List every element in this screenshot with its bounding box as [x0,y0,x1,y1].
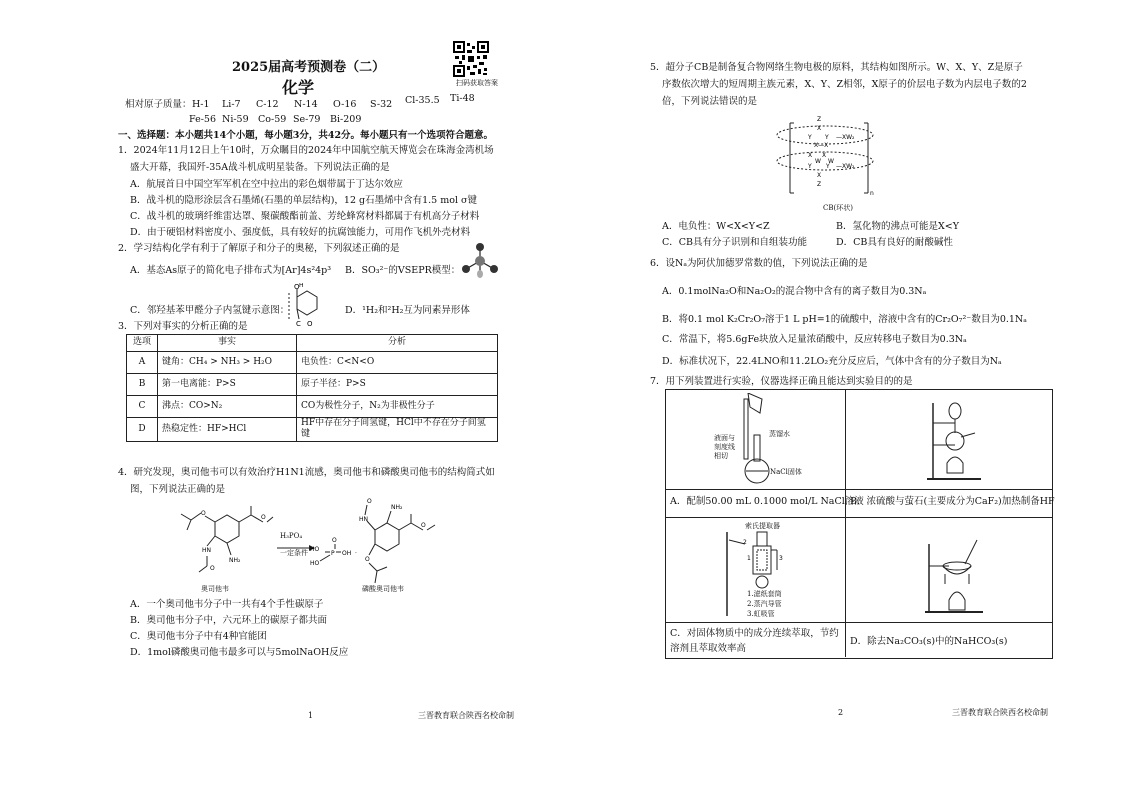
svg-text:·: · [355,550,357,557]
grid-divider [665,517,1052,518]
table-cell: A [127,352,158,374]
svg-text:2: 2 [743,539,747,546]
oseltamivir-structure [175,500,275,590]
atomic-mass: Ti-48 [450,93,475,104]
table-cell: B [127,374,158,396]
svg-text:W: W [815,158,821,165]
svg-text:O: O [307,320,313,327]
svg-text:X: X [822,152,827,159]
exam-subject: 化学 [282,78,315,97]
svg-text:—XW₂: —XW₂ [836,163,855,170]
table-cell: 沸点：CO>N₂ [158,396,297,418]
svg-text:3: 3 [779,555,783,562]
svg-text:O: O [421,522,426,529]
q1-option-b: B．战斗机的隐形涂层含石墨烯(石墨的单层结构)，12 g石墨烯中含有1.5 mol σ键 [130,195,477,206]
atomic-mass: S-32 [370,99,393,110]
label-oseltamivir: 奥司他韦 [201,585,229,593]
atomic-mass: H-1 [192,99,210,110]
svg-text:HO: HO [310,560,320,567]
q4-option-b: B．奥司他韦分子中，六元环上的碳原子都共面 [130,615,327,626]
q4-stem-line1: 4．研究发现，奥司他韦可以有效治疗H1N1流感，奥司他韦和磷酸奥司他韦的结构简式如 [118,467,495,478]
q2-option-a: A．基态As原子的简化电子排布式为[Ar]4s²4p³ [130,265,332,276]
section-header: 一、选择题：本小题共14个小题，每小题3分，共42分。每小题只有一个选项符合题意。 [118,130,494,141]
fig-c-label: 2.蒸汽导管 [747,600,782,608]
q2-option-d: D．¹H₂和²H₂互为同素异形体 [345,305,470,316]
table-row [127,352,498,374]
table-cell: 键角：CH₄ > NH₃ > H₂O [158,352,297,374]
q3-stem: 3．下列对事实的分析正确的是 [118,321,248,332]
hf-preparation-figure [925,393,985,485]
q5-option-b: B．氢化物的沸点可能是X<Y [836,221,959,232]
page-footer: 三晋教育联合陕西名校命制 [952,708,1048,717]
table-cell: HF中存在分子间氢键，HCl中不存在分子间氢键 [297,418,498,442]
svg-text:Y: Y [808,134,812,141]
table-cell: CO为极性分子，N₂为非极性分子 [297,396,498,418]
cb-structure-figure [770,113,890,205]
fig-a-label: 蒸馏水 [769,430,790,438]
atomic-mass: Cl-35.5 [405,95,440,106]
svg-text:Z: Z [817,181,822,188]
q7-stem: 7．用下列装置进行实验，仪器选择正确且能达到实验目的的是 [650,376,913,387]
svg-text:n: n [870,190,874,197]
atomic-mass: Fe-56 [189,114,216,125]
q7-option-a: A．配制50.00 mL 0.1000 mol/L NaCl溶液 [670,496,864,507]
svg-text:HN: HN [202,547,211,554]
q1-option-a: A．航展首日中国空军军机在空中拉出的彩色烟带属于丁达尔效应 [130,179,403,190]
q6-stem: 6．设Nₐ为阿伏加德罗常数的值，下列说法正确的是 [650,258,868,269]
table-row [127,418,498,442]
q5-option-c: C．CB具有分子识别和自组装功能 [662,237,808,248]
q2-option-b: B．SO₃²⁻的VSEPR模型： [345,265,461,276]
grid-divider [665,622,1052,623]
q6-option-b: B．将0.1 mol K₂Cr₂O₇溶于1 L pH=1的硫酸中，溶液中含有的Cr₂O₇²⁻数目为0.1Nₐ [662,314,1027,325]
svg-text:Y: Y [825,134,829,141]
q5-stem-line3: 倍，下列说法错误的是 [662,96,758,107]
svg-text:HN: HN [359,516,368,523]
svg-text:H: H [299,283,304,289]
q4-stem-line2: 图，下列说法正确的是 [130,484,226,495]
svg-text:OH: OH [342,550,352,557]
q6-option-d: D．标准状况下，22.4LNO和11.2LO₂充分反应后，气体中含有的分子数目为Nₐ [662,356,1002,367]
svg-text:W: W [828,158,834,165]
heating-dish-figure [925,524,985,616]
q1-stem-line1: 1．2024年11月12日上午10时，万众瞩目的2024年中国航空航天博览会在珠海金湾机场 [118,145,494,156]
svg-text:X—X: X—X [814,142,829,149]
atomic-masses-label: 相对原子质量： [125,99,192,110]
atomic-mass: Co-59 [258,114,287,125]
svg-text:O: O [367,498,372,505]
svg-text:Y: Y [826,163,830,170]
svg-text:O: O [294,283,300,291]
grid-divider [665,489,1052,490]
svg-text:HO: HO [310,546,320,553]
q7-option-c-line1: C．对固体物质中的成分连续萃取，节约 [670,628,839,639]
q2-stem: 2．学习结构化学有利于了解原子和分子的奥秘，下列叙述正确的是 [118,243,400,254]
table-header: 分析 [297,335,498,352]
vsepr-model-figure [460,243,500,279]
svg-text:1: 1 [747,555,751,562]
q4-option-c: C．奥司他韦分子中有4种官能团 [130,631,267,642]
atomic-mass: Bi-209 [330,114,362,125]
table-cell: 电负性：C<N<O [297,352,498,374]
fig-a-label: 液面与 [714,434,735,442]
fig-a-label: 相切 [714,452,728,460]
svg-text:NH₂: NH₂ [229,557,241,564]
svg-text:O: O [201,510,206,517]
table-header: 选项 [127,335,158,352]
svg-text:O: O [261,514,266,521]
qr-caption: 扫码获取答案 [456,79,498,87]
q5-option-a: A．电负性：W<X<Y<Z [662,221,770,232]
q5-stem-line2: 序数依次增大的短周期主族元素，X、Y、Z相邻，X原子的价层电子数为内层电子数的2 [662,79,1027,90]
table-row [127,396,498,418]
svg-text:Y: Y [808,163,812,170]
table-cell: 第一电离能：P>S [158,374,297,396]
hydrogen-bond-figure [285,283,325,327]
svg-text:Z: Z [817,116,822,123]
table-cell: 原子半径：P>S [297,374,498,396]
svg-text:NH₂: NH₂ [391,504,403,511]
svg-text:O: O [365,556,370,563]
q3-table [126,334,498,442]
fig-c-label: 1.滤纸套筒 [747,590,782,598]
cb-figure-caption: CB(环状) [823,204,853,212]
atomic-mass: O-16 [333,99,357,110]
atomic-mass: Se-79 [293,114,321,125]
svg-text:X: X [817,125,822,132]
svg-text:C: C [296,320,301,327]
exam-title: 2025届高考预测卷（二） [232,60,386,75]
svg-text:O: O [332,537,337,544]
oseltamivir-phosphate-structure [305,495,445,590]
q6-option-c: C．常温下，将5.6gFe块放入足量浓硝酸中，反应转移电子数目为0.3Nₐ [662,334,967,345]
q1-option-d: D．由于硬铝材料密度小、强度低，具有较好的抗腐蚀能力，可用作飞机外壳材料 [130,227,471,238]
q5-option-d: D．CB具有良好的耐酸碱性 [836,237,953,248]
q2-option-c: C．邻羟基苯甲醛分子内氢键示意图： [130,305,290,316]
atomic-mass: Ni-59 [222,114,249,125]
table-header: 事实 [158,335,297,352]
page-number: 1 [308,711,314,720]
q4-option-a: A．一个奥司他韦分子中一共有4个手性碳原子 [130,599,324,610]
qr-code [453,41,489,77]
grid-divider [845,389,846,657]
atomic-mass: N-14 [294,99,318,110]
q4-option-d: D．1mol磷酸奥司他韦最多可以与5molNaOH反应 [130,647,349,658]
svg-text:X: X [808,152,813,159]
table-cell: C [127,396,158,418]
svg-text:—XW₂: —XW₂ [836,134,855,141]
page-footer: 三晋教育联合陕西名校命制 [418,711,514,720]
q1-option-c: C．战斗机的玻璃纤维雷达罩、聚碳酸酯前盖、芳纶蜂窝材料都属于有机高分子材料 [130,211,480,222]
fig-a-label: 刻度线 [714,443,735,451]
fig-c-label: 3.虹吸管 [747,610,775,618]
q1-stem-line2: 盛大开幕，我国歼-35A战斗机成明星装备。下列说法正确的是 [130,162,390,173]
table-cell: D [127,418,158,442]
q5-stem-line1: 5．超分子CB是制备复合物网络生物电极的原料，其结构如图所示。W、X、Y、Z是原子 [650,62,1023,73]
fig-a-label: NaCl固体 [770,468,802,476]
table-row [127,374,498,396]
reaction-reagent: H₃PO₄ [280,532,303,540]
q7-option-c-line2: 溶剂且萃取效率高 [670,643,747,654]
svg-text:O: O [210,565,215,572]
table-cell: 热稳定性：HF>HCl [158,418,297,442]
svg-text:X: X [817,172,822,179]
svg-text:P: P [331,550,335,557]
q7-option-d: D．除去Na₂CO₃(s)中的NaHCO₃(s) [850,636,1008,647]
atomic-mass: C-12 [256,99,279,110]
atomic-mass: Li-7 [222,99,241,110]
q7-option-b: B．浓硫酸与萤石(主要成分为CaF₂)加热制备HF [850,496,1055,507]
page-number: 2 [838,708,844,717]
q6-option-a: A．0.1molNa₂O和Na₂O₂的混合物中含有的离子数目为0.3Nₐ [662,286,927,297]
fig-c-title: 索氏提取器 [745,522,780,530]
table-header-row [127,335,498,352]
label-oseltamivir-phosphate: 磷酸奥司他韦 [362,585,404,593]
reaction-condition: 一定条件 [280,549,308,557]
